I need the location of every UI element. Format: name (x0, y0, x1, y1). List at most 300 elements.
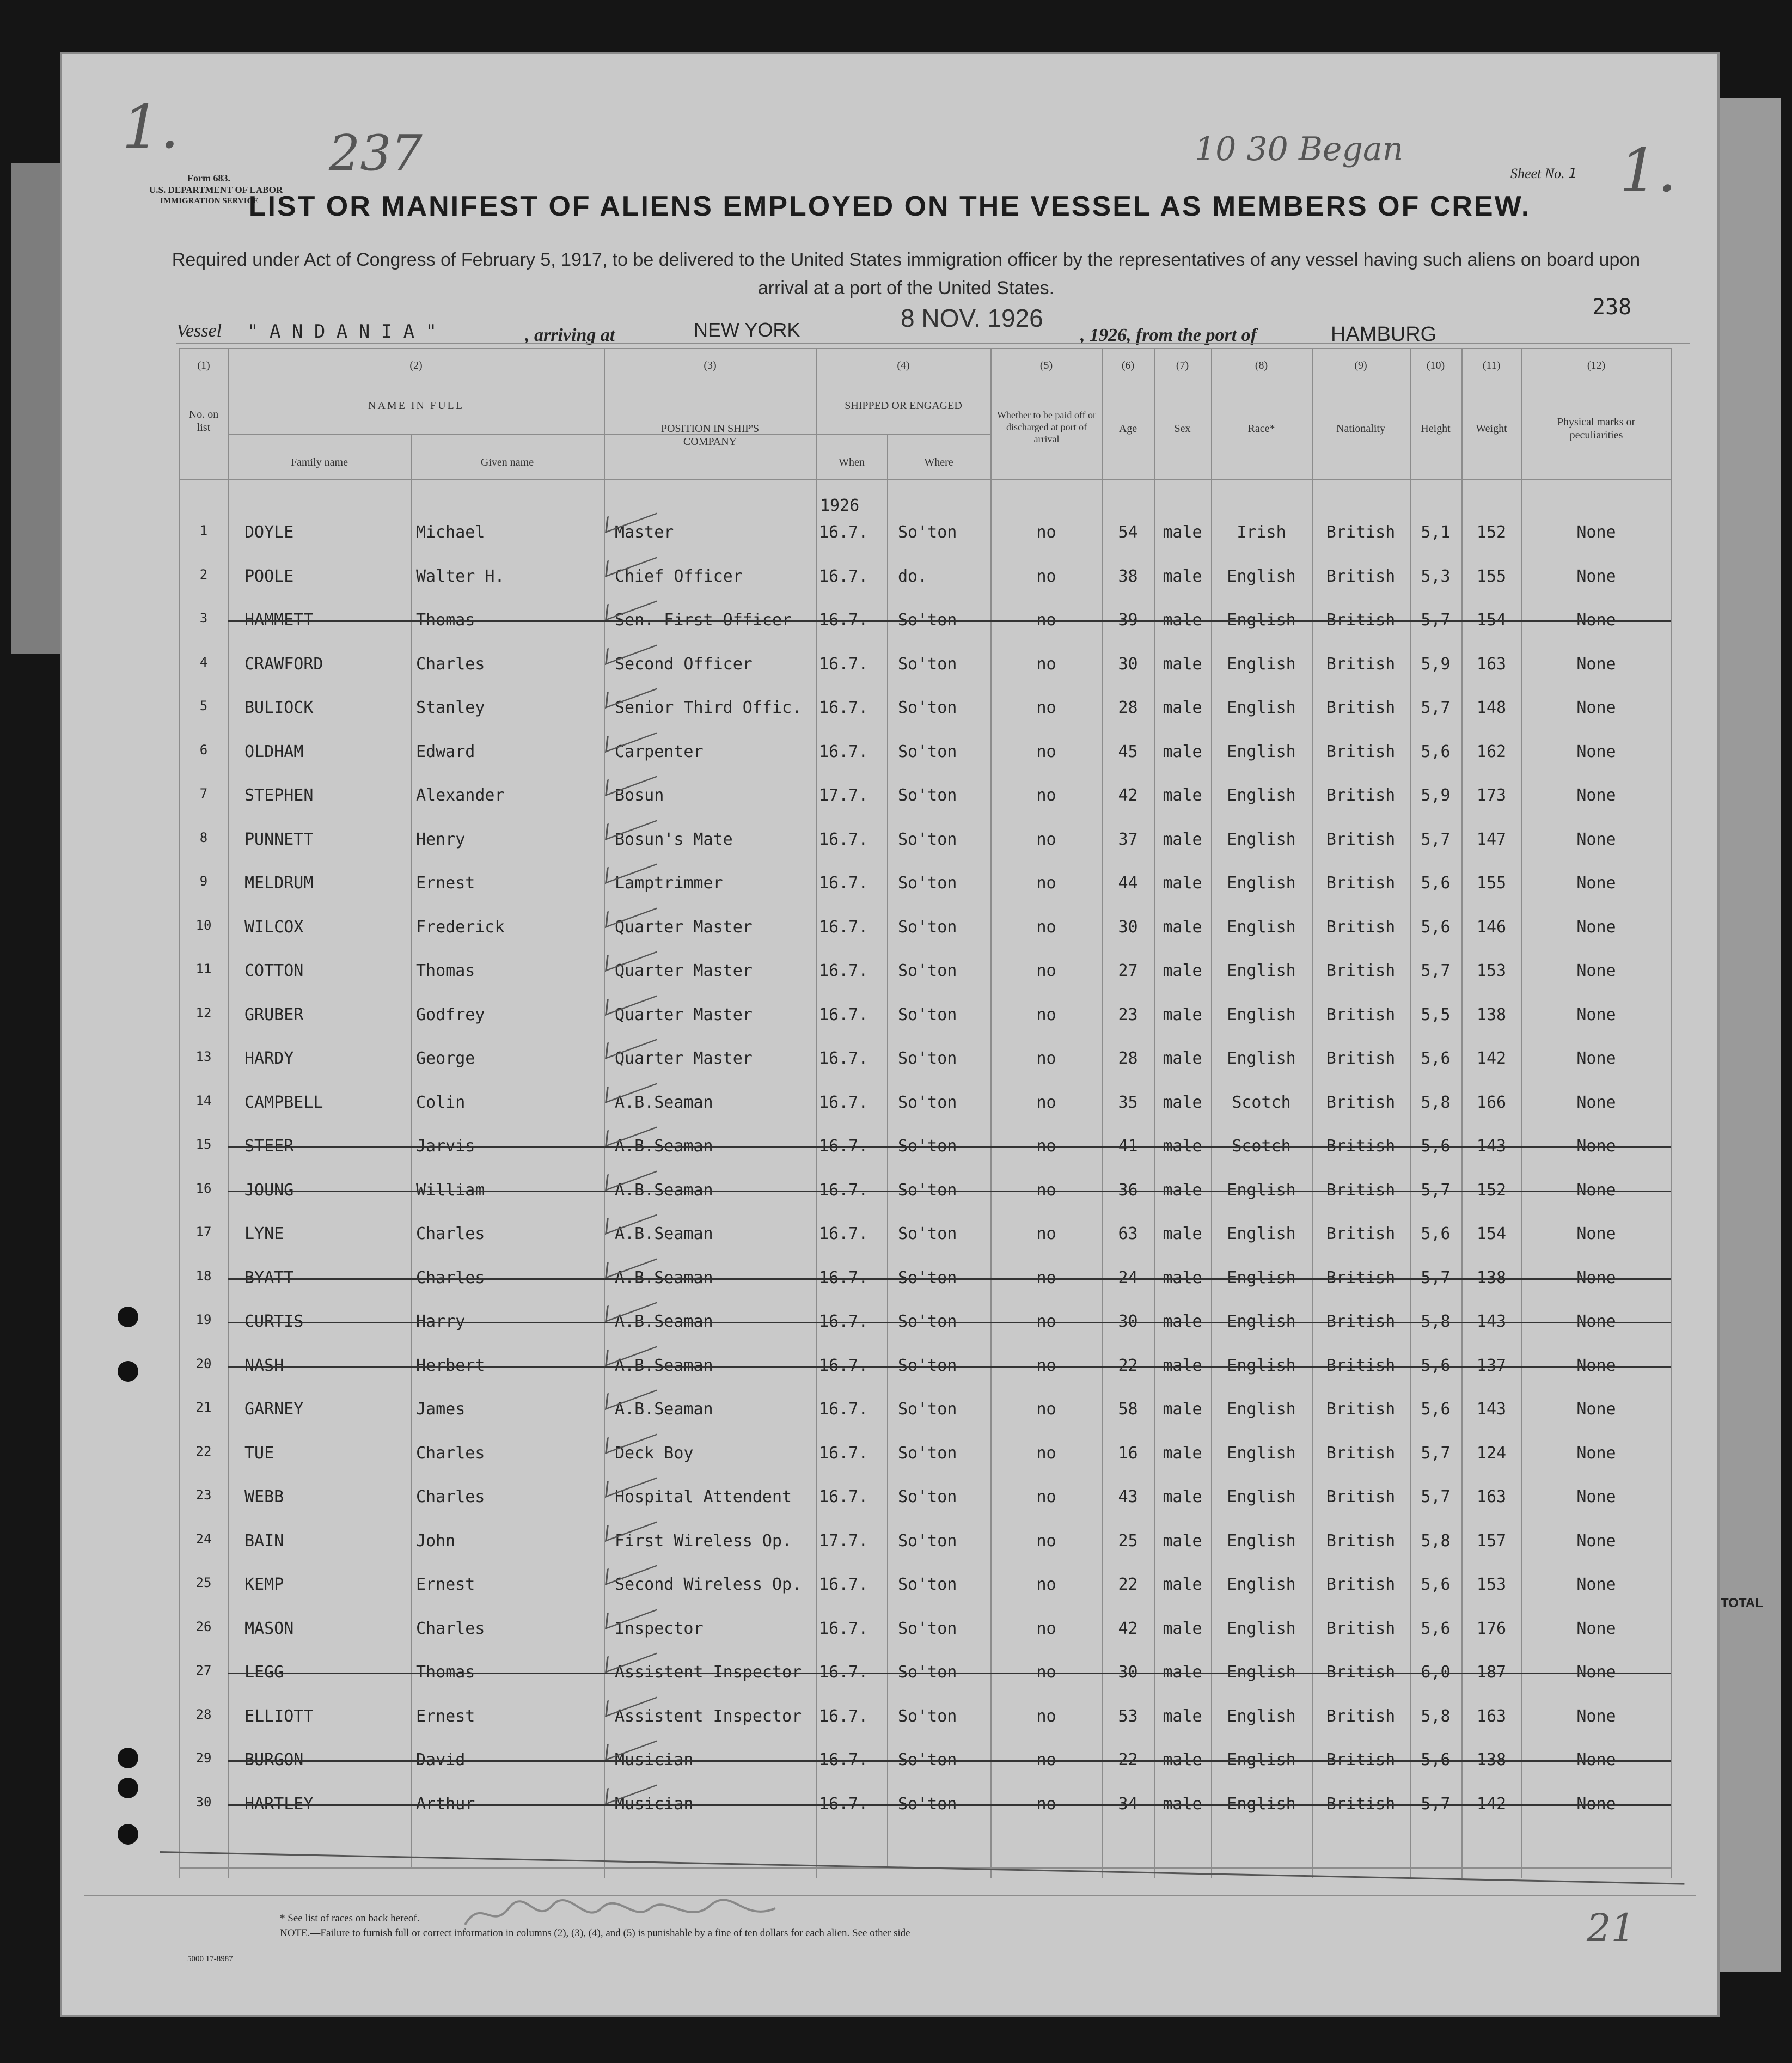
header-nationality: Nationality (1336, 423, 1385, 435)
cell-height: 5,7 (1421, 1794, 1451, 1814)
cell-paid-off: no (1036, 1180, 1056, 1200)
sheet-label: Sheet No. (1510, 166, 1565, 181)
cell-weight: 152 (1476, 1180, 1507, 1200)
cell-weight: 147 (1476, 829, 1507, 849)
cell-race: English (1227, 786, 1296, 805)
cell-when: 16.7. (819, 742, 869, 761)
cell-marks: None (1576, 1180, 1616, 1200)
cell-when: 16.7. (819, 1575, 869, 1594)
cell-given-name: Charles (416, 1224, 485, 1243)
cell-age: 30 (1118, 1663, 1138, 1682)
cell-nationality: British (1326, 1531, 1396, 1551)
cell-given-name: Harry (416, 1312, 466, 1331)
cell-paid-off: no (1036, 1049, 1056, 1068)
cell-where: So'ton (898, 1575, 957, 1594)
cell-age: 22 (1118, 1356, 1138, 1375)
cell-age: 53 (1118, 1706, 1138, 1726)
table-row (179, 1736, 1671, 1780)
cell-position: A.B.Seaman (615, 1400, 713, 1419)
cell-sex: male (1163, 874, 1202, 893)
arriving-port: NEW YORK (694, 319, 800, 341)
sheet-number: 1 (1568, 166, 1577, 182)
handwritten-time-note: 10 30 Began (1195, 130, 1404, 168)
cell-family-name: GRUBER (244, 1005, 304, 1024)
cell-where: So'ton (898, 611, 957, 630)
cell-sex: male (1163, 1575, 1202, 1594)
footer-note: NOTE.—Failure to furnish full or correct information in columns (2), (3), (4), and (5) is punishable by a fine of ten dollars for each alien. See other side (280, 1927, 910, 1939)
cell-family-name: CURTIS (244, 1312, 304, 1331)
cell-family-name: BULIOCK (244, 698, 314, 717)
cell-position: Quarter Master (615, 917, 753, 937)
table-row (179, 1210, 1671, 1254)
cell-race: English (1227, 611, 1296, 630)
cell-sex: male (1163, 1706, 1202, 1726)
cell-family-name: COTTON (244, 961, 304, 980)
cell-height: 5,3 (1421, 566, 1451, 586)
cell-where: So'ton (898, 1180, 957, 1200)
cell-race: English (1227, 1312, 1296, 1331)
cell-sex: male (1163, 1443, 1202, 1463)
cell-given-name: Charles (416, 1487, 485, 1506)
cell-sex: male (1163, 1531, 1202, 1551)
cell-when: 16.7. (819, 961, 869, 980)
cell-age: 24 (1118, 1268, 1138, 1287)
cell-sex: male (1163, 1268, 1202, 1287)
colnum-4: (4) (897, 359, 910, 371)
cell-age: 22 (1118, 1575, 1138, 1594)
cell-when: 16.7. (819, 1224, 869, 1243)
footer-races-note: * See list of races on back hereof. (280, 1913, 420, 1924)
cell-weight: 146 (1476, 917, 1507, 937)
cell-age: 30 (1118, 654, 1138, 674)
cell-no: 6 (199, 742, 208, 758)
cell-marks: None (1576, 1750, 1616, 1769)
table-row (179, 1649, 1671, 1692)
cell-weight: 163 (1476, 1487, 1507, 1506)
cell-when: 16.7. (819, 1312, 869, 1331)
cell-marks: None (1576, 698, 1616, 717)
cell-sex: male (1163, 1619, 1202, 1638)
cell-marks: None (1576, 1268, 1616, 1287)
page-number: 238 (1592, 295, 1632, 320)
header-race: Race* (1247, 423, 1275, 435)
cell-sex: male (1163, 523, 1202, 542)
cell-when: 16.7. (819, 1049, 869, 1068)
cell-age: 44 (1118, 874, 1138, 893)
cell-when: 16.7. (819, 523, 869, 542)
cell-marks: None (1576, 1137, 1616, 1156)
corner-number-left: 1. (122, 92, 179, 162)
cell-no: 23 (195, 1487, 212, 1503)
cell-where: So'ton (898, 1487, 957, 1506)
table-row (179, 1430, 1671, 1473)
cell-when: 16.7. (819, 1092, 869, 1112)
cell-sex: male (1163, 1092, 1202, 1112)
vessel-label: Vessel (176, 321, 222, 341)
cell-sex: male (1163, 1180, 1202, 1200)
cell-family-name: MELDRUM (244, 874, 314, 893)
cell-marks: None (1576, 961, 1616, 980)
header-top-rule (179, 348, 1671, 349)
cell-marks: None (1576, 566, 1616, 586)
underlying-sheet-edge (1715, 98, 1781, 1972)
cell-paid-off: no (1036, 1137, 1056, 1156)
cell-when: 16.7. (819, 1619, 869, 1638)
cell-height: 5,9 (1421, 786, 1451, 805)
cell-given-name: Edward (416, 742, 475, 761)
cell-nationality: British (1326, 1706, 1396, 1726)
cell-given-name: George (416, 1049, 475, 1068)
cell-where: So'ton (898, 1750, 957, 1769)
cell-family-name: DOYLE (244, 523, 294, 542)
cell-age: 43 (1118, 1487, 1138, 1506)
cell-given-name: Walter H. (416, 566, 505, 586)
cell-when: 16.7. (819, 1706, 869, 1726)
cell-position: First Wireless Op. (615, 1531, 792, 1551)
header-when: When (839, 456, 865, 468)
cell-marks: None (1576, 742, 1616, 761)
cell-height: 5,8 (1421, 1706, 1451, 1726)
table-row (179, 991, 1671, 1035)
cell-no: 3 (199, 611, 208, 626)
cell-weight: 166 (1476, 1092, 1507, 1112)
cell-no: 15 (195, 1137, 212, 1152)
cell-family-name: WILCOX (244, 917, 304, 937)
cell-weight: 124 (1476, 1443, 1507, 1463)
cell-where: So'ton (898, 917, 957, 937)
cell-position: Hospital Attendent (615, 1487, 792, 1506)
cell-race: English (1227, 1443, 1296, 1463)
cell-nationality: British (1326, 1487, 1396, 1506)
cell-family-name: STEER (244, 1137, 294, 1156)
cell-height: 6,0 (1421, 1663, 1451, 1682)
cell-weight: 155 (1476, 566, 1507, 586)
table-row (179, 1517, 1671, 1561)
header-sub-rule (228, 434, 990, 435)
cell-height: 5,6 (1421, 917, 1451, 937)
cell-weight: 142 (1476, 1794, 1507, 1814)
cell-given-name: Arthur (416, 1794, 475, 1814)
colnum-8: (8) (1255, 359, 1268, 371)
cell-sex: male (1163, 786, 1202, 805)
cell-age: 35 (1118, 1092, 1138, 1112)
cell-marks: None (1576, 654, 1616, 674)
cell-age: 25 (1118, 1531, 1138, 1551)
cell-marks: None (1576, 1049, 1616, 1068)
cell-height: 5,7 (1421, 829, 1451, 849)
cell-where: do. (898, 566, 928, 586)
cell-sex: male (1163, 654, 1202, 674)
cell-no: 12 (195, 1005, 212, 1021)
cell-position: Bosun's Mate (615, 829, 733, 849)
cell-given-name: Charles (416, 654, 485, 674)
cell-weight: 152 (1476, 523, 1507, 542)
cell-marks: None (1576, 611, 1616, 630)
cell-marks: None (1576, 1531, 1616, 1551)
cell-given-name: Stanley (416, 698, 485, 717)
cell-height: 5,7 (1421, 1443, 1451, 1463)
cell-paid-off: no (1036, 1356, 1056, 1375)
cell-sex: male (1163, 742, 1202, 761)
cell-position: Quarter Master (615, 1049, 753, 1068)
cell-family-name: ELLIOTT (244, 1706, 314, 1726)
cell-sex: male (1163, 1312, 1202, 1331)
cell-family-name: HARTLEY (244, 1794, 314, 1814)
cell-given-name: John (416, 1531, 456, 1551)
cell-when: 16.7. (819, 654, 869, 674)
strike-through-line (228, 1760, 1671, 1762)
cell-given-name: Thomas (416, 611, 475, 630)
cell-height: 5,7 (1421, 1180, 1451, 1200)
cell-nationality: British (1326, 1049, 1396, 1068)
cell-nationality: British (1326, 1137, 1396, 1156)
header-height: Height (1421, 423, 1451, 435)
cell-age: 27 (1118, 961, 1138, 980)
cell-when: 16.7. (819, 698, 869, 717)
cell-given-name: Colin (416, 1092, 466, 1112)
cell-position: Quarter Master (615, 961, 753, 980)
header-paid-off: Whether to be paid off or discharged at port of arrival (996, 410, 1097, 444)
cell-age: 23 (1118, 1005, 1138, 1024)
punch-hole-2 (118, 1361, 138, 1382)
cell-no: 19 (195, 1312, 212, 1327)
cell-weight: 142 (1476, 1049, 1507, 1068)
cell-sex: male (1163, 1224, 1202, 1243)
cell-height: 5,8 (1421, 1312, 1451, 1331)
cell-where: So'ton (898, 654, 957, 674)
cell-weight: 163 (1476, 654, 1507, 674)
cell-race: English (1227, 1706, 1296, 1726)
table-row (179, 728, 1671, 772)
col-rule-15 (1671, 348, 1672, 1878)
cell-nationality: British (1326, 1356, 1396, 1375)
punch-hole-5 (118, 1824, 138, 1845)
header-bottom-rule (179, 479, 1671, 480)
cell-position: A.B.Seaman (615, 1268, 713, 1287)
cell-position: Inspector (615, 1619, 704, 1638)
cell-where: So'ton (898, 1794, 957, 1814)
cell-race: English (1227, 1224, 1296, 1243)
cell-nationality: British (1326, 961, 1396, 980)
from-port: HAMBURG (1331, 323, 1437, 346)
cell-race: English (1227, 1619, 1296, 1638)
cell-given-name: Ernest (416, 874, 475, 893)
cell-when: 16.7. (819, 1750, 869, 1769)
cell-race: Irish (1237, 523, 1286, 542)
cell-when: 16.7. (819, 917, 869, 937)
cell-marks: None (1576, 1092, 1616, 1112)
cell-age: 63 (1118, 1224, 1138, 1243)
cell-age: 42 (1118, 1619, 1138, 1638)
year-note: 1926 (820, 496, 860, 515)
cell-weight: 154 (1476, 1224, 1507, 1243)
table-row (179, 1561, 1671, 1604)
header-family-name: Family name (291, 456, 348, 468)
cell-when: 16.7. (819, 1400, 869, 1419)
cell-height: 5,6 (1421, 874, 1451, 893)
cell-where: So'ton (898, 1706, 957, 1726)
cell-position: Second Wireless Op. (615, 1575, 802, 1594)
cell-where: So'ton (898, 1400, 957, 1419)
cell-given-name: Thomas (416, 961, 475, 980)
cell-no: 24 (195, 1531, 212, 1547)
cell-position: Deck Boy (615, 1443, 694, 1463)
cell-nationality: British (1326, 611, 1396, 630)
cell-family-name: STEPHEN (244, 786, 314, 805)
cell-weight: 155 (1476, 874, 1507, 893)
cell-nationality: British (1326, 1180, 1396, 1200)
cell-nationality: British (1326, 1663, 1396, 1682)
cell-race: English (1227, 1663, 1296, 1682)
table-row (179, 1298, 1671, 1341)
colnum-1: (1) (197, 359, 210, 371)
cell-paid-off: no (1036, 1794, 1056, 1814)
cell-family-name: BAIN (244, 1531, 284, 1551)
cell-family-name: LYNE (244, 1224, 284, 1243)
cell-family-name: OLDHAM (244, 742, 304, 761)
cell-position: A.B.Seaman (615, 1224, 713, 1243)
cell-no: 28 (195, 1706, 212, 1722)
cell-height: 5,6 (1421, 1137, 1451, 1156)
cell-paid-off: no (1036, 874, 1056, 893)
cell-marks: None (1576, 1312, 1616, 1331)
header-no-on-list: No. on list (188, 408, 219, 434)
cell-nationality: British (1326, 1400, 1396, 1419)
strike-through-line (228, 1146, 1671, 1148)
cell-paid-off: no (1036, 1268, 1056, 1287)
cell-paid-off: no (1036, 742, 1056, 761)
cell-no: 4 (199, 654, 208, 670)
cell-age: 39 (1118, 611, 1138, 630)
table-row (179, 1605, 1671, 1649)
cell-paid-off: no (1036, 1575, 1056, 1594)
cell-when: 17.7. (819, 1531, 869, 1551)
cell-position: Chief Officer (615, 566, 743, 586)
cell-where: So'ton (898, 1443, 957, 1463)
cell-paid-off: no (1036, 1750, 1056, 1769)
handwritten-bottom-number: 21 (1587, 1906, 1636, 1950)
cell-where: So'ton (898, 1663, 957, 1682)
cell-race: English (1227, 566, 1296, 586)
cell-when: 16.7. (819, 1180, 869, 1200)
cell-nationality: British (1326, 1619, 1396, 1638)
print-code: 5000 17-8987 (187, 1955, 233, 1963)
cell-no: 27 (195, 1663, 212, 1678)
punch-hole-4 (118, 1778, 138, 1798)
cell-height: 5,1 (1421, 523, 1451, 542)
cell-given-name: Charles (416, 1443, 485, 1463)
cell-weight: 137 (1476, 1356, 1507, 1375)
cell-age: 36 (1118, 1180, 1138, 1200)
cell-race: English (1227, 654, 1296, 674)
strike-through-line (228, 1366, 1671, 1368)
cell-no: 5 (199, 698, 208, 713)
cell-when: 16.7. (819, 1663, 869, 1682)
cell-where: So'ton (898, 1268, 957, 1287)
cell-height: 5,6 (1421, 1750, 1451, 1769)
cell-when: 16.7. (819, 1487, 869, 1506)
cell-no: 2 (199, 566, 208, 582)
cell-family-name: POOLE (244, 566, 294, 586)
header-position: POSITION IN SHIP'S COMPANY (660, 423, 760, 448)
vessel-name: " A N D A N I A " (247, 321, 437, 343)
cell-where: So'ton (898, 1005, 957, 1024)
cell-sex: male (1163, 698, 1202, 717)
cell-where: So'ton (898, 829, 957, 849)
cell-marks: None (1576, 829, 1616, 849)
header-where: Where (924, 456, 953, 468)
cell-where: So'ton (898, 1312, 957, 1331)
cell-race: English (1227, 742, 1296, 761)
table-row (179, 1254, 1671, 1298)
cell-sex: male (1163, 566, 1202, 586)
cell-given-name: Ernest (416, 1575, 475, 1594)
cell-race: English (1227, 829, 1296, 849)
cell-weight: 143 (1476, 1400, 1507, 1419)
cell-paid-off: no (1036, 1619, 1056, 1638)
cell-sex: male (1163, 1400, 1202, 1419)
cell-where: So'ton (898, 961, 957, 980)
handwritten-number: 237 (329, 125, 423, 182)
cell-family-name: BYATT (244, 1268, 294, 1287)
cell-age: 41 (1118, 1137, 1138, 1156)
header-age: Age (1118, 423, 1137, 435)
cell-no: 20 (195, 1356, 212, 1371)
cell-race: Scotch (1232, 1137, 1291, 1156)
cell-family-name: BURGON (244, 1750, 304, 1769)
colnum-3: (3) (704, 359, 717, 371)
cell-weight: 173 (1476, 786, 1507, 805)
cell-given-name: Frederick (416, 917, 505, 937)
cell-when: 16.7. (819, 874, 869, 893)
cell-race: English (1227, 1794, 1296, 1814)
cell-race: English (1227, 1750, 1296, 1769)
cell-weight: 138 (1476, 1750, 1507, 1769)
table-row (179, 1167, 1671, 1210)
cell-position: Assistent Inspector (615, 1663, 802, 1682)
cell-marks: None (1576, 1619, 1616, 1638)
cell-family-name: TUE (244, 1443, 274, 1463)
cell-nationality: British (1326, 742, 1396, 761)
cell-paid-off: no (1036, 698, 1056, 717)
cell-weight: 154 (1476, 611, 1507, 630)
table-row (179, 553, 1671, 596)
cell-position: Assistent Inspector (615, 1706, 802, 1726)
cell-marks: None (1576, 1487, 1616, 1506)
cell-marks: None (1576, 1663, 1616, 1682)
cell-nationality: British (1326, 1312, 1396, 1331)
cell-family-name: CRAWFORD (244, 654, 323, 674)
cell-race: English (1227, 917, 1296, 937)
colnum-12: (12) (1587, 359, 1606, 371)
cell-paid-off: no (1036, 1005, 1056, 1024)
punch-hole-1 (118, 1307, 138, 1327)
cell-no: 8 (199, 829, 208, 845)
strike-through-line (228, 1191, 1671, 1192)
cell-marks: None (1576, 1356, 1616, 1375)
cell-paid-off: no (1036, 654, 1056, 674)
colnum-2: (2) (409, 359, 423, 371)
cell-given-name: William (416, 1180, 485, 1200)
table-row (179, 1385, 1671, 1429)
strike-through-line (228, 1804, 1671, 1806)
form-bottom-rule (84, 1895, 1696, 1896)
table-row (179, 1035, 1671, 1078)
cell-position: Quarter Master (615, 1005, 753, 1024)
cell-no: 14 (195, 1092, 212, 1108)
vessel-line-rule (176, 343, 1690, 344)
cell-family-name: JOUNG (244, 1180, 294, 1200)
